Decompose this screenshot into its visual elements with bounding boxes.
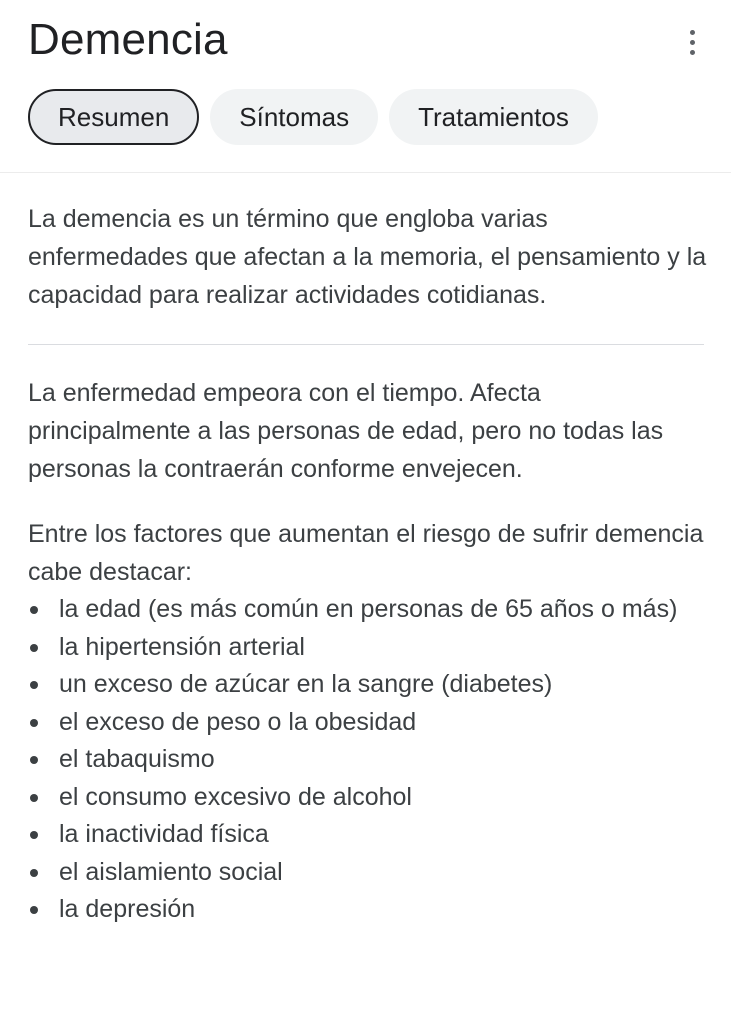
more-vertical-icon [690,50,695,55]
risk-factor-list [28,591,708,929]
list-item [28,591,708,629]
tab-bar [28,89,598,145]
page-title: Demencia [28,15,228,64]
list-item-text: el exceso de peso o la obesidad [59,707,417,736]
list-item [28,891,708,929]
tab-resumen[interactable]: Resumen [28,89,199,145]
bullet-icon [30,719,38,727]
list-item [28,704,708,742]
bullet-icon [30,681,38,689]
risk-intro-paragraph: Entre los factores que aumentan el riesgo de sufrir demencia cabe destacar: [28,520,704,586]
list-item-text: la depresión [59,895,196,923]
list-item-text: la inactividad física [59,820,269,848]
tab-tratamientos[interactable]: Tratamientos [389,89,598,145]
more-vertical-icon [690,40,695,45]
tab-sintomas[interactable]: Síntomas [210,89,378,145]
more-vertical-icon [690,30,695,35]
header-divider [0,172,731,173]
list-item [28,629,708,667]
more-options-button[interactable] [676,26,708,58]
bullet-icon [30,831,38,839]
bullet-icon [30,906,38,914]
bullet-icon [30,644,38,652]
list-item-text: un exceso de azúcar en la sangre (diabetes) [59,670,553,698]
list-item-text: el tabaquismo [59,745,215,773]
list-item [28,741,708,779]
section-divider [28,344,704,345]
bullet-icon [30,756,38,764]
list-item [28,854,708,892]
list-item [28,666,708,704]
bullet-icon [30,794,38,802]
overview-content [28,200,708,929]
list-item-text: el aislamiento social [59,857,283,886]
list-item [28,779,708,817]
intro-paragraph: La demencia es un término que engloba varias enfermedades que afectan a la memoria, el pensamiento y la capacidad para realizar actividades cotidianas. [28,205,707,309]
list-item-text: la hipertensión arterial [59,632,305,661]
list-item [28,816,708,854]
bullet-icon [30,869,38,877]
progression-paragraph: La enfermedad empeora con el tiempo. Afecta principalmente a las personas de edad, pero no todas las personas la contraerán conforme envejecen. [28,379,664,483]
header [0,0,731,76]
list-item-text: la edad (es más común en personas de 65 años o más) [59,595,678,623]
list-item-text: el consumo excesivo de alcohol [59,782,412,811]
bullet-icon [30,606,38,614]
